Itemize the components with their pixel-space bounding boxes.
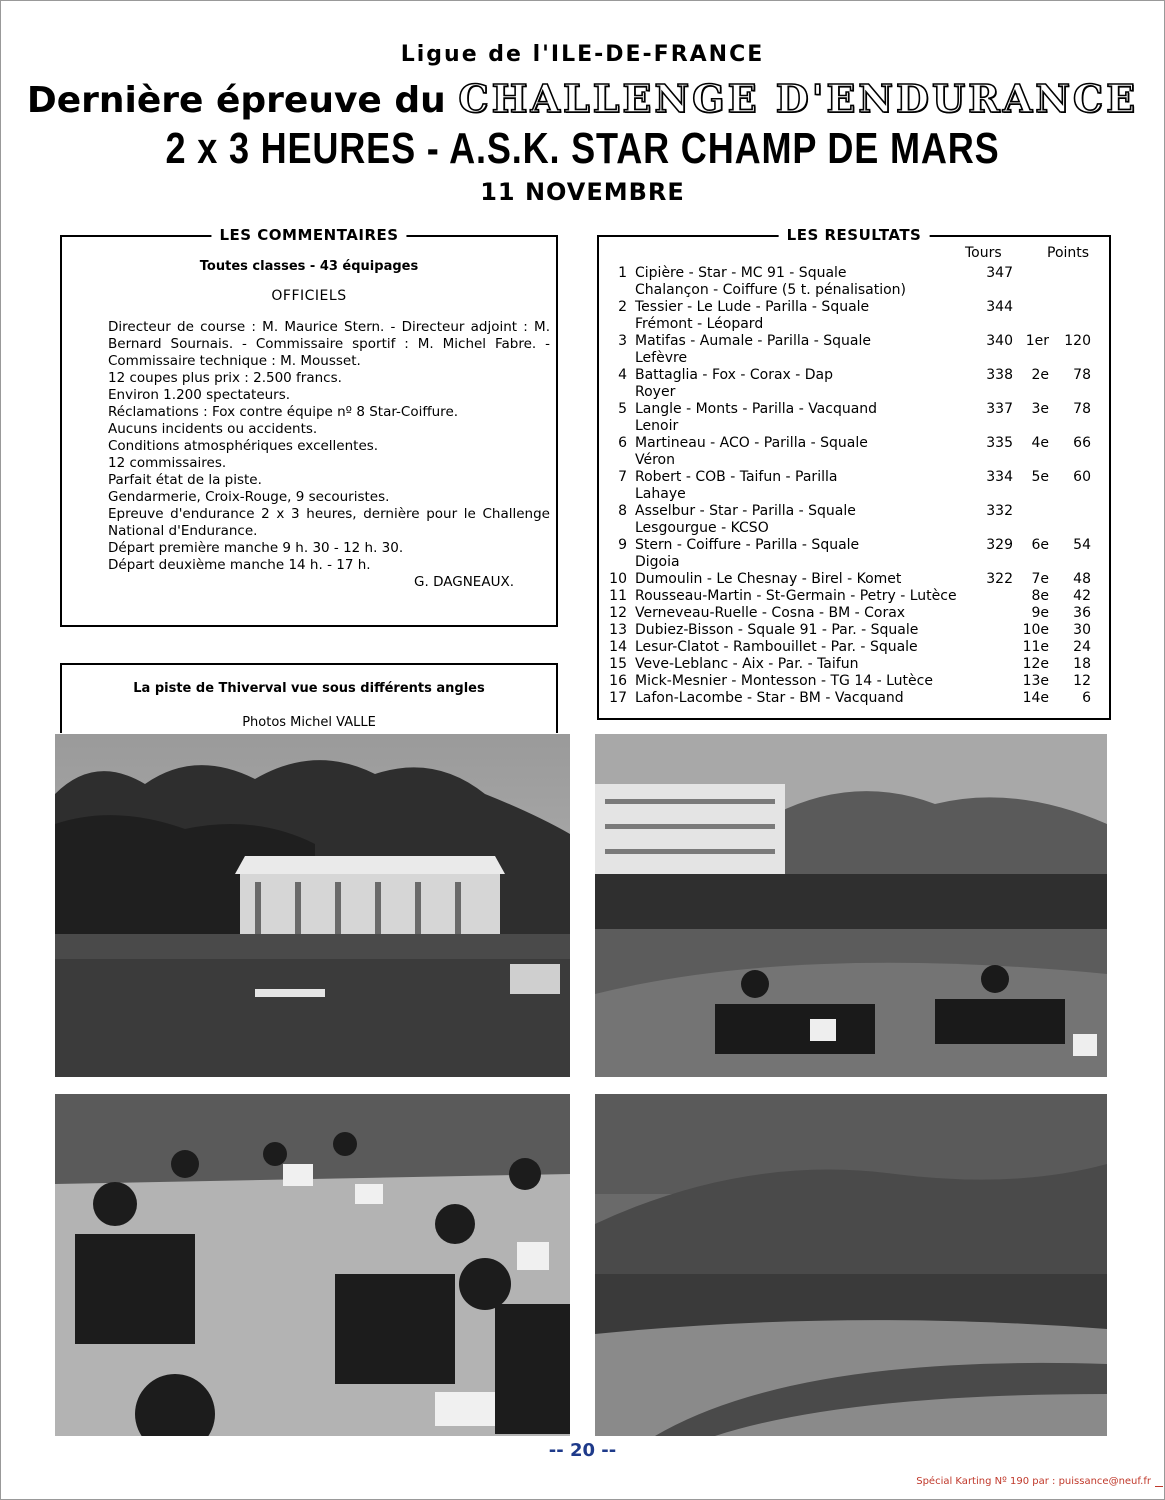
- result-row: [599, 469, 1109, 486]
- photo-pavilion: [55, 734, 570, 1077]
- result-points: 12: [1073, 673, 1091, 689]
- result-team-second-line: Véron: [635, 452, 675, 468]
- result-team: Verneveau-Ruelle - Cosna - BM - Corax: [635, 605, 906, 621]
- result-position: 6: [618, 435, 627, 451]
- comments-box: [60, 226, 558, 627]
- result-row: [599, 503, 1109, 520]
- result-points: 18: [1073, 656, 1091, 672]
- col-points-header: Points: [1047, 245, 1090, 261]
- result-row: [599, 435, 1109, 452]
- photos-caption: La piste de Thiverval vue sous différents angles: [133, 681, 485, 696]
- result-laps: 332: [986, 503, 1013, 519]
- event-date: 11 NOVEMBRE: [480, 178, 685, 206]
- results-title: LES RESULTATS: [779, 226, 930, 244]
- result-laps: 347: [986, 265, 1013, 281]
- result-row: [599, 690, 1109, 707]
- main-title: [0, 76, 1165, 121]
- results-box: [597, 226, 1111, 720]
- comment-line: Réclamations : Fox contre équipe nº 8 Star-Coiffure.: [108, 404, 459, 420]
- result-rank: 5e: [1031, 469, 1049, 485]
- result-points: 48: [1073, 571, 1091, 587]
- result-rank: 8e: [1031, 588, 1049, 604]
- comments-text: [70, 319, 550, 591]
- comment-line: Epreuve d'endurance 2 x 3 heures, dernière pour le Challenge National d'Endurance.: [108, 506, 550, 539]
- result-rank: 4e: [1031, 435, 1049, 451]
- result-row: [599, 673, 1109, 690]
- title-prefix: Dernière épreuve du: [26, 80, 446, 121]
- photos-credit: Photos Michel VALLE: [242, 715, 376, 730]
- result-team: Martineau - ACO - Parilla - Squale: [635, 435, 868, 451]
- result-position: 7: [618, 469, 627, 485]
- result-rank: 6e: [1031, 537, 1049, 553]
- title-challenge: CHALLENGE D'ENDURANCE: [458, 76, 1139, 121]
- result-row: [599, 656, 1109, 673]
- comment-line: Environ 1.200 spectateurs.: [108, 387, 291, 403]
- footer-credit: Spécial Karting Nº 190 par : puissance@neuf.fr: [916, 1476, 1151, 1487]
- result-team: Cipière - Star - MC 91 - Squale: [635, 265, 847, 281]
- result-position: 2: [618, 299, 627, 315]
- result-points: 24: [1073, 639, 1091, 655]
- result-position: 16: [609, 673, 627, 689]
- comments-title: LES COMMENTAIRES: [211, 226, 406, 244]
- comment-line: 12 coupes plus prix : 2.500 francs.: [108, 370, 342, 386]
- result-team-second-line: Royer: [635, 384, 676, 400]
- comments-signature: G. DAGNEAUX.: [414, 574, 514, 590]
- result-laps: 335: [986, 435, 1013, 451]
- result-team: Lafon-Lacombe - Star - BM - Vacquand: [635, 690, 904, 706]
- result-team: Lesur-Clatot - Rambouillet - Par. - Squale: [635, 639, 918, 655]
- result-team: Dubiez-Bisson - Squale 91 - Par. - Squale: [635, 622, 919, 638]
- result-team: Mick-Mesnier - Montesson - TG 14 - Lutèce: [635, 673, 933, 689]
- result-laps: 322: [986, 571, 1013, 587]
- result-team-second-line: Lesgourgue - KCSO: [635, 520, 769, 536]
- result-points: 54: [1073, 537, 1091, 553]
- result-laps: 329: [986, 537, 1013, 553]
- result-laps: 334: [986, 469, 1013, 485]
- result-rank: 2e: [1031, 367, 1049, 383]
- comment-line: Directeur de course : M. Maurice Stern. - Directeur adjoint : M. Bernard Sournais. - Commissaire sportif : M. Michel Fabre. - Commissaire technique : M. Mousset.: [108, 319, 550, 369]
- comments-subtitle: Toutes classes - 43 équipages: [199, 259, 419, 274]
- result-team: Robert - COB - Taifun - Parilla: [635, 469, 838, 485]
- result-row: [599, 571, 1109, 588]
- result-position: 11: [609, 588, 627, 604]
- result-position: 8: [618, 503, 627, 519]
- result-row: [599, 367, 1109, 384]
- result-row: [599, 622, 1109, 639]
- result-team: Stern - Coiffure - Parilla - Squale: [635, 537, 860, 553]
- col-tours-header: Tours: [965, 245, 1002, 261]
- result-team-second-line: Lefèvre: [635, 350, 688, 366]
- result-team: Tessier - Le Lude - Parilla - Squale: [635, 299, 870, 315]
- result-row: [599, 605, 1109, 622]
- result-points: 66: [1073, 435, 1091, 451]
- result-points: 6: [1082, 690, 1091, 706]
- result-laps: 344: [986, 299, 1013, 315]
- photo-grandstand-karts: [595, 734, 1107, 1077]
- result-position: 12: [609, 605, 627, 621]
- result-position: 14: [609, 639, 627, 655]
- result-team-second-line: Digoia: [635, 554, 680, 570]
- result-position: 3: [618, 333, 627, 349]
- result-points: 36: [1073, 605, 1091, 621]
- result-team: Dumoulin - Le Chesnay - Birel - Komet: [635, 571, 902, 587]
- footer-dash: [1155, 1486, 1163, 1487]
- result-laps: 340: [986, 333, 1013, 349]
- result-team: Battaglia - Fox - Corax - Dap: [635, 367, 834, 383]
- result-rank: 3e: [1031, 401, 1049, 417]
- result-position: 5: [618, 401, 627, 417]
- result-rank: 13e: [1022, 673, 1049, 689]
- event-title: 2 x 3 HEURES - A.S.K. STAR CHAMP DE MARS: [165, 124, 1000, 173]
- result-team-second-line: Chalançon - Coiffure (5 t. pénalisation): [635, 282, 907, 298]
- result-row: [599, 401, 1109, 418]
- comment-line: Conditions atmosphériques excellentes.: [108, 438, 379, 454]
- result-position: 13: [609, 622, 627, 638]
- comment-line: Départ deuxième manche 14 h. - 17 h.: [108, 557, 371, 573]
- photo-karts-closeup: [55, 1094, 570, 1436]
- comment-line: Parfait état de la piste.: [108, 472, 262, 488]
- result-row: [599, 265, 1109, 282]
- result-points: 60: [1073, 469, 1091, 485]
- result-row: [599, 299, 1109, 316]
- result-row: [599, 588, 1109, 605]
- result-team: Veve-Leblanc - Aix - Par. - Taifun: [635, 656, 859, 672]
- result-points: 78: [1073, 401, 1091, 417]
- result-team-second-line: Frémont - Léopard: [635, 316, 764, 332]
- result-position: 17: [609, 690, 627, 706]
- result-points: 42: [1073, 588, 1091, 604]
- result-position: 10: [609, 571, 627, 587]
- result-team-second-line: Lenoir: [635, 418, 679, 434]
- photo-spectators-hill: [595, 1094, 1107, 1436]
- result-points: 30: [1073, 622, 1091, 638]
- comment-line: Gendarmerie, Croix-Rouge, 9 secouristes.: [108, 489, 390, 505]
- result-team: Asselbur - Star - Parilla - Squale: [635, 503, 856, 519]
- result-row: [599, 333, 1109, 350]
- page-number: -- 20 --: [548, 1440, 617, 1461]
- result-position: 4: [618, 367, 627, 383]
- result-position: 15: [609, 656, 627, 672]
- result-team: Matifas - Aumale - Parilla - Squale: [635, 333, 871, 349]
- result-row: [599, 537, 1109, 554]
- comment-line: 12 commissaires.: [108, 455, 227, 471]
- result-points: 120: [1064, 333, 1091, 349]
- result-position: 9: [618, 537, 627, 553]
- result-points: 78: [1073, 367, 1091, 383]
- result-laps: 338: [986, 367, 1013, 383]
- result-rank: 12e: [1022, 656, 1049, 672]
- result-team: Langle - Monts - Parilla - Vacquand: [635, 401, 878, 417]
- result-rank: 9e: [1031, 605, 1049, 621]
- league-heading: Ligue de l'ILE-DE-FRANCE: [400, 42, 765, 67]
- result-rank: 10e: [1022, 622, 1049, 638]
- result-row: [599, 639, 1109, 656]
- result-team-second-line: Lahaye: [635, 486, 686, 502]
- comment-line: Aucuns incidents ou accidents.: [108, 421, 318, 437]
- result-rank: 11e: [1022, 639, 1049, 655]
- officials-heading: OFFICIELS: [271, 288, 347, 304]
- result-rank: 14e: [1022, 690, 1049, 706]
- result-rank: 1er: [1025, 333, 1049, 349]
- comment-line: Départ première manche 9 h. 30 - 12 h. 30.: [108, 540, 404, 556]
- result-rank: 7e: [1031, 571, 1049, 587]
- result-laps: 337: [986, 401, 1013, 417]
- result-team: Rousseau-Martin - St-Germain - Petry - Lutèce: [635, 588, 957, 604]
- result-position: 1: [618, 265, 627, 281]
- photos-caption-box: [60, 663, 558, 733]
